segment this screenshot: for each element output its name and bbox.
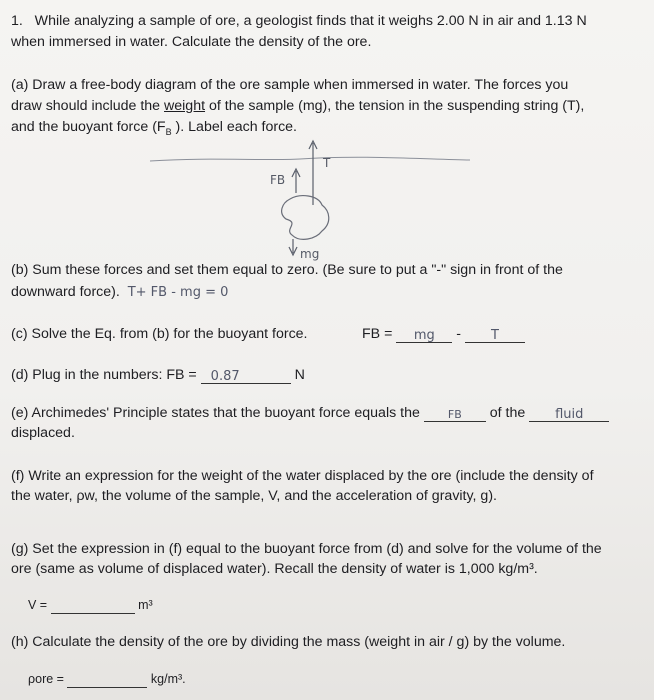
weight-word: weight: [164, 98, 206, 114]
part-f-line-1: (f) Write an expression for the weight of the water displaced by the ore (include the density of: [11, 468, 594, 484]
part-e-blank-1[interactable]: FB: [424, 406, 486, 422]
density-blank[interactable]: [67, 672, 147, 688]
part-d-line: (d) Plug in the numbers: FB = 0.87 N: [11, 367, 305, 384]
label-fb: FB: [270, 173, 286, 187]
question-1-line-2: when immersed in water. Calculate the density of the ore.: [11, 34, 372, 50]
part-h-density-line: ρore = kg/m³.: [28, 672, 186, 686]
part-b-handwritten-answer: T+ FB - mg = 0: [127, 285, 229, 300]
part-a-line-2: draw should include the weight of the sample (mg), the tension in the suspending string (T),: [11, 98, 585, 114]
volume-blank[interactable]: [51, 598, 135, 614]
part-b-line-2: downward force). T+ FB - mg = 0: [11, 284, 229, 300]
label-mg: mg: [300, 247, 320, 261]
part-b-line-1: (b) Sum these forces and set them equal to zero. (Be sure to put a "-" sign in front of the: [11, 262, 563, 278]
part-c-blank-2[interactable]: T: [465, 327, 525, 343]
part-e-line-1: (e) Archimedes' Principle states that the buoyant force equals the FB of the fluid: [11, 405, 609, 422]
water-surface-line: [150, 157, 470, 161]
part-c-text: (c) Solve the Eq. from (b) for the buoyant force.: [11, 326, 308, 342]
ore-sample-blob: [282, 196, 329, 240]
question-1-line-1: 1. While analyzing a sample of ore, a geologist finds that it weighs 2.00 N in air and 1.13 N: [11, 13, 587, 29]
part-h-text: (h) Calculate the density of the ore by dividing the mass (weight in air / g) by the volume.: [11, 634, 566, 650]
part-f-line-2: the water, ρw, the volume of the sample, V, and the acceleration of gravity, g).: [11, 488, 497, 504]
part-c-answer: FB = mg - T: [362, 326, 525, 343]
part-a-line-1: (a) Draw a free-body diagram of the ore sample when immersed in water. The forces you: [11, 77, 569, 93]
label-t: T: [323, 156, 331, 170]
part-e-line-2: displaced.: [11, 425, 75, 441]
part-e-blank-2[interactable]: fluid: [529, 406, 609, 422]
part-c-blank-1[interactable]: mg: [396, 327, 452, 343]
part-g-line-1: (g) Set the expression in (f) equal to the buoyant force from (d) and solve for the volume of the: [11, 541, 602, 557]
part-g-line-2: ore (same as volume of displaced water). Recall the density of water is 1,000 kg/m³.: [11, 561, 538, 577]
part-d-blank[interactable]: 0.87: [201, 368, 291, 384]
part-a-line-3: and the buoyant force ($F_B$ ). Label each force.: [11, 119, 298, 137]
part-g-volume-line: V = m³: [28, 598, 153, 612]
